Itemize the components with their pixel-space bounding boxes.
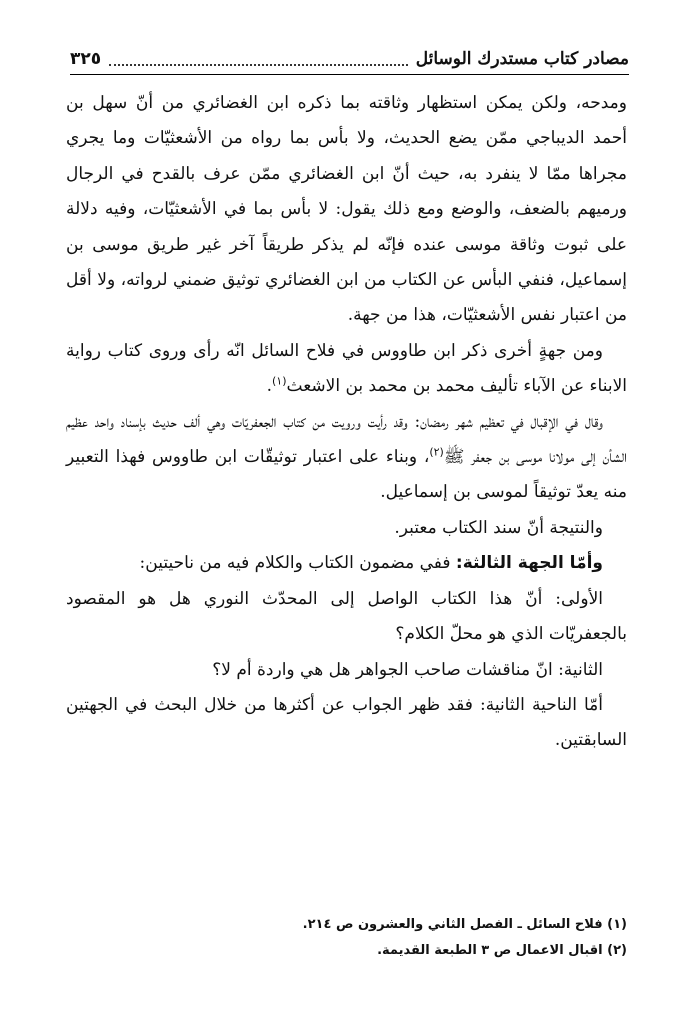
paragraph-5 — [66, 546, 627, 581]
running-header — [70, 44, 629, 75]
paragraph-3 — [66, 405, 627, 511]
header-title: مصادر كتاب مستدرك الوسائل — [415, 49, 629, 69]
paragraph-3-end: ، وبناء على اعتبار توثيقّات ابن طاووس فهذا التعبير منه يعدّ توثيقاً لموسى بن إسماعيل. — [66, 447, 627, 503]
main-text — [66, 86, 627, 759]
paragraph-3-text: وقال في الإقبال في تعظيم شهر رمضان: وقد رأيت ورويت من كتاب الجعفريّات وهي ألف حديث بإسناد واحد عظيم الشأن إلى مولانا موسى بن جعفر ﷺ — [66, 411, 627, 468]
paragraph-6: الأولى: أنّ هذا الكتاب الواصل إلى المحدّث النوري هل هو المقصود بالجعفريّات الذي هو محلّ الكلام؟ — [66, 588, 627, 645]
paragraph-2 — [66, 334, 627, 405]
paragraph-7: الثانية: انّ مناقشات صاحب الجواهر هل هي واردة أم لا؟ — [212, 659, 603, 680]
paragraph-5-text: ففي مضمون الكتاب والكلام فيه من ناحيتين: — [139, 553, 456, 574]
paragraph-4: والنتيجة أنّ سند الكتاب معتبر. — [394, 517, 603, 538]
footnote-ref-2: (٢) — [429, 445, 444, 459]
paragraph-8: أمّا الناحية الثانية: فقد ظهر الجواب عن أكثرها من خلال البحث في الجهتين السابقتين. — [66, 694, 627, 751]
paragraph-2-end: . — [266, 376, 272, 397]
header-dot-leader — [109, 52, 408, 66]
footnote-2: (٢) اقبال الاعمال ص ٣ الطبعة القديمة. — [377, 943, 627, 958]
footnote-ref-1: (١) — [272, 374, 287, 388]
paragraph-1: ومدحه، ولكن يمكن استظهار وثاقته بما ذكره ابن الغضائري من أنّ سهل بن أحمد الديباجي ممّن يضع الحديث، ولا بأس بما رواه من الأشعثيّات وما يجري مجراها ممّا لا ينفرد به، حيث أنّ ابن الغضائري ممّن عرف بالقدح في الرجال ورميهم بالضعف، والوضع ومع ذلك يقول: لا بأس بما في الأشعثيّات، وفيه دلالة على ثبوت وثاقة موسى عنده فإنّه لم يذكر طريقاً آخر غير طريق موسى بن إسماعيل، فنفي البأس عن الكتاب من ابن الغضائري توثيق ضمني لرواته، ولا أقل من اعتبار نفس الأشعثيّات، هذا من جهة. — [66, 93, 627, 326]
footnotes — [66, 912, 627, 964]
paragraph-2-text: ومن جهةٍ أخرى ذكر ابن طاووس في فلاح السائل انّه رأى وروى كتاب رواية الابناء عن الآباء تأليف محمد بن محمد بن الاشعث — [66, 340, 627, 397]
footnote-1: (١) فلاح السائل ـ الفصل الثاني والعشرون ص ٢١٤. — [302, 917, 627, 932]
page-number: ٣٢٥ — [70, 49, 102, 69]
section-heading-third: وأمّا الجهة الثالثة: — [455, 553, 603, 574]
